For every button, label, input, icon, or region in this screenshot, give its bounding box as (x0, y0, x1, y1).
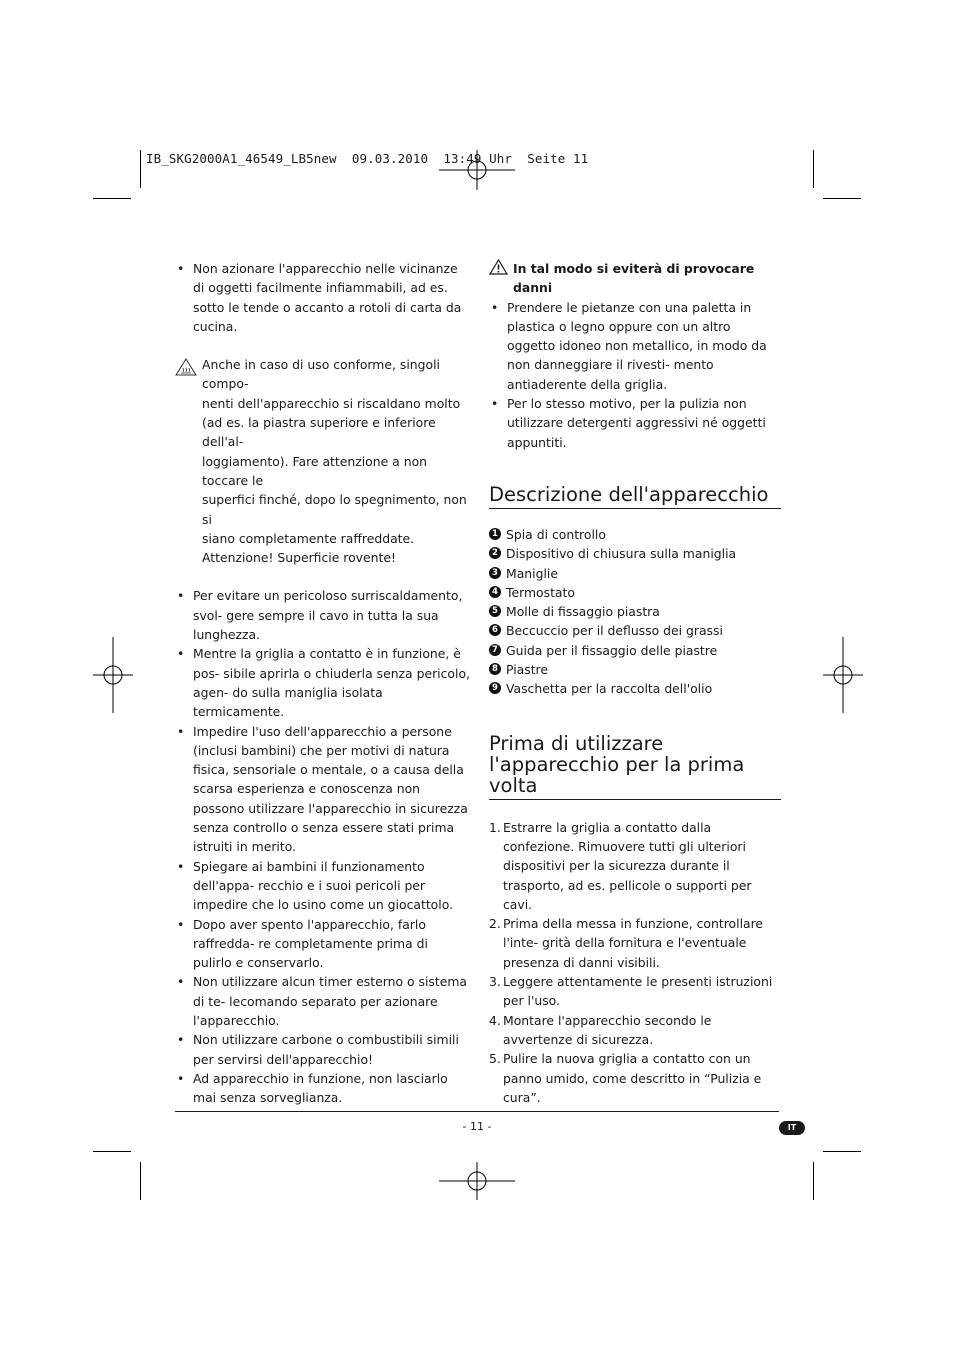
step-item: 2. Prima della messa in funzione, controllare l'inte- grità della fornitura e l'eventuale presenza di danni visibili. (489, 916, 764, 970)
safety-list-a (175, 259, 470, 336)
part-number: 1 (489, 528, 501, 540)
part-item: 6 Beccuccio per il deflusso dei grassi (489, 621, 781, 640)
step-item: 1. Estrarre la griglia a contatto dalla confezione. Rimuovere tutti gli ulteriori dispositivi per la sicurezza durante il trasporto, ad es. pellicole o supporti per cavi. (489, 819, 752, 912)
warning-line: superfici finché, dopo lo spegnimento, non si (202, 492, 467, 527)
list-item: • Non azionare l'apparecchio nelle vicinanze di oggetti facilmente infiammabili, ad es. sotto le tende o accanto a rotoli di carta da cucina. (175, 259, 470, 336)
warning-line: Attenzione! Superficie rovente! (202, 550, 396, 566)
part-number: 4 (489, 586, 501, 598)
part-item: 3 Maniglie (489, 564, 781, 583)
list-item: • Non utilizzare carbone o combustibili simili per servirsi dell'apparecchio! (175, 1030, 470, 1069)
caution-triangle-icon (489, 259, 508, 275)
list-item: • Non utilizzare alcun timer esterno o sistema di te- lecomando separato per azionare l'apparecchio. (175, 972, 470, 1030)
step-item: 3. Leggere attentamente le presenti istruzioni per l'uso. (489, 974, 773, 1009)
part-item: 1 Spia di controllo (489, 525, 781, 544)
part-number: 9 (489, 682, 501, 694)
part-item: 8 Piastre (489, 660, 781, 679)
page-number: - 11 - (462, 1120, 492, 1133)
caution-list (489, 298, 781, 452)
part-number: 5 (489, 605, 501, 617)
list-item: • Mentre la griglia a contatto è in funzione, è pos- sibile aprirla o chiuderla senza pericolo, agen- do sulla maniglia isolata termicamente. (175, 644, 470, 721)
list-item: • Per lo stesso motivo, per la pulizia non utilizzare detergenti aggressivi né oggetti appuntiti. (489, 394, 781, 452)
footer-rule (175, 1111, 779, 1112)
warning-line: nenti dell'apparecchio si riscaldano molto (202, 395, 461, 411)
caution-heading (489, 259, 781, 298)
parts-list (489, 525, 781, 699)
part-number: 7 (489, 644, 501, 656)
warning-line: siano completamente raffreddate. (202, 530, 415, 546)
part-item: 7 Guida per il fissaggio delle piastre (489, 641, 781, 660)
list-item: • Per evitare un pericoloso surriscaldamento, svol- gere sempre il cavo in tutta la sua lunghezza. (175, 586, 470, 644)
warning-line: Anche in caso di uso conforme, singoli compo- (202, 357, 440, 392)
part-item: 9 Vaschetta per la raccolta dell'olio (489, 679, 781, 698)
warning-line: loggiamento). Fare attenzione a non toccare le (202, 453, 427, 488)
first-use-steps (489, 818, 781, 1107)
list-item: • Dopo aver spento l'apparecchio, farlo raffredda- re completamente prima di pulirlo e conservarlo. (175, 915, 470, 973)
part-number: 3 (489, 567, 501, 579)
part-item: 4 Termostato (489, 583, 781, 602)
part-number: 8 (489, 663, 501, 675)
caution-heading-text: In tal modo si eviterà di provocare danni (513, 261, 755, 296)
language-badge: IT (779, 1121, 805, 1135)
part-item: 2 Dispositivo di chiusura sulla maniglia (489, 544, 781, 563)
hot-surface-warning-icon (175, 358, 197, 376)
right-column (489, 259, 781, 1107)
part-number: 6 (489, 624, 501, 636)
print-slug: IB_SKG2000A1_46549_LB5new 09.03.2010 13:49 Uhr Seite 11 (146, 151, 589, 166)
section-title-description: Descrizione dell'apparecchio (489, 484, 781, 509)
part-number: 2 (489, 547, 501, 559)
safety-list-b (175, 586, 470, 1107)
warning-line: (ad es. la piastra superiore e inferiore dell'al- (202, 415, 436, 450)
part-item: 5 Molle di fissaggio piastra (489, 602, 781, 621)
list-item: • Prendere le pietanze con una paletta in plastica o legno oppure con un altro oggetto idoneo non metallico, in modo da non danneggiare il rivesti- mento antiaderente della griglia. (489, 298, 781, 394)
left-column (175, 259, 470, 1107)
hot-surface-warning (175, 355, 470, 567)
step-item: 4. Montare l'apparecchio secondo le avvertenze di sicurezza. (489, 1012, 712, 1047)
list-item: • Ad apparecchio in funzione, non lasciarlo mai senza sorveglianza. (175, 1069, 470, 1108)
step-item: 5. Pulire la nuova griglia a contatto con un panno umido, come descritto in “Pulizia e cura”. (489, 1051, 762, 1105)
section-title-first-use: Prima di utilizzare l'apparecchio per la prima volta (489, 733, 781, 800)
list-item: • Spiegare ai bambini il funzionamento dell'appa- recchio e i suoi pericoli per impedire che lo usino come un giocattolo. (175, 857, 470, 915)
list-item: • Impedire l'uso dell'apparecchio a persone (inclusi bambini) che per motivi di natura fisica, sensoriale o mentale, o a causa della scarsa esperienza e conoscenza non possono utilizzare l'apparecchio in sicurezza senza controllo o senza essere stati prima istruiti in merito. (175, 722, 470, 857)
